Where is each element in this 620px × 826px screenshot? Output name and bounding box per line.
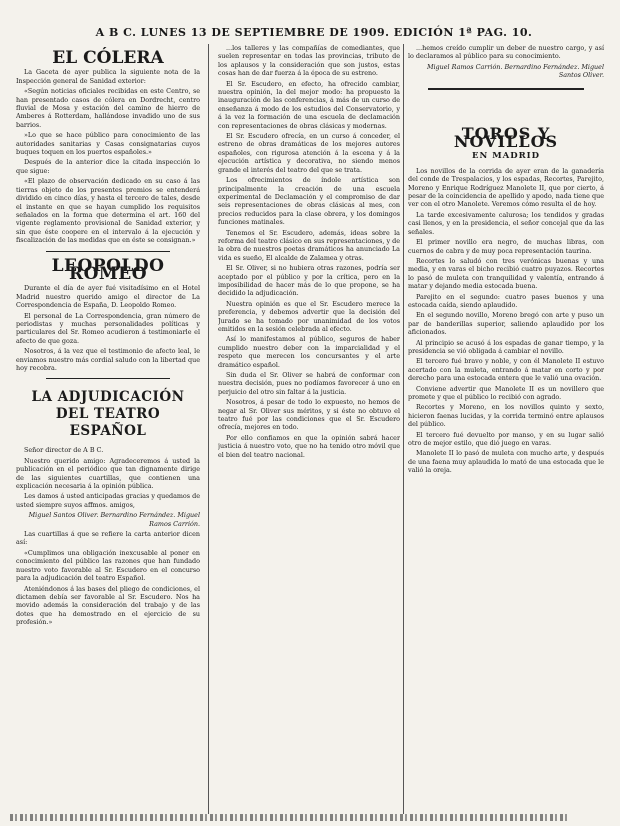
article-paragraph: Por ello confiamos en que la opinión sabrá hacer justicia á nuestro voto, que no ha tenido otro móvil que el bien del teatro nacional. <box>218 433 400 459</box>
article-paragraph: Parejito en el segundo: cuatro pases buenos y una estocada caída, siendo aplaudido. <box>408 292 604 309</box>
section-rule <box>46 378 170 379</box>
article-paragraph: Nuestro querido amigo: Agradeceremos á usted la publicación en el periódico que tan dignamente dirige de las siguientes cuartillas, que contienen una explicación necesaria á la opinión pública. <box>16 456 200 491</box>
column-3 <box>408 44 604 814</box>
page-header: A B C. LUNES 13 DE SEPTIEMBRE DE 1909. EDICIÓN 1ª PAG. 10. <box>95 26 533 39</box>
article-paragraph: Durante el día de ayer fué visitadísimo en el Hotel Madrid nuestro querido amigo el director de La Correspondencia de España, D. Leopoldo Romeo. <box>16 284 200 310</box>
headline-toros-y-novillos: TOROS Y NOVILLOS <box>453 123 559 152</box>
article-paragraph: Las cuartillas á que se refiere la carta anterior dicen así: <box>16 530 200 547</box>
article-paragraph: El Sr. Escudero ofrecía, en un curso á conceder, el estreno de obras dramáticas de los mejores autores españoles, con rigurosa atención á la escena y á la ejecución artística y decorativa, no siendo menos grande el interés del teatro del que se trata. <box>218 132 400 174</box>
subheadline-en-madrid: EN MADRID <box>472 151 540 162</box>
headline-adjudicacion: LA ADJUDICACIÓN DEL TEATRO ESPAÑOL <box>31 389 185 440</box>
article-paragraph: Los novillos de la corrida de ayer eran de la ganadería del conde de Trespalacios, y los espadas, Recortes, Parejito, Moreno y Enrique Rodríguez Manolete II, que por cierto, á pesar de la coincidencia de apellido y apodo, nada tiene que ver con el otro Manolete. Veremos cómo resulta el de hoy. <box>408 166 604 209</box>
signature: Miguel Ramos Carrión. Bernardino Fernández. Miguel Santos Oliver. <box>426 62 604 80</box>
article-paragraph: ...los talleres y las compañías de comediantes, que suelen representar en todas las provincias, tributo de los aplausos y la consideración que son justos, estas cosas han de dar fuerza á la época de su estreno. <box>218 44 400 78</box>
article-paragraph: Así lo manifestamos al público, seguros de haber cumplido nuestro deber con la imparcialidad y el respeto que merecen los concursantes y el arte dramático español. <box>218 335 400 369</box>
article-paragraph: Conviene advertir que Manolete II es un novillero que promete y que el público lo recibió con agrado. <box>408 384 604 401</box>
article-paragraph: Al principio se acusó á los espadas de ganar tiempo, y la presidencia se vió obligada á cambiar el novillo. <box>408 338 604 355</box>
article-paragraph: El tercero fué bravo y noble, y con él Manolete II estuvo acertado con la muleta, entrando á matar en corto y por derecho para una estocada entera que le valió una ovación. <box>408 357 604 383</box>
headline-leopoldo-romeo: LEOPOLDO ROMEO <box>51 255 165 284</box>
article-paragraph: Les damos á usted anticipadas gracias y quedamos de usted siempre suyos affmos. amigos, <box>16 492 200 509</box>
bottom-print-edge <box>10 814 570 821</box>
article-paragraph: La Gaceta de ayer publica la siguiente nota de la Inspección general de Sanidad exterior: <box>16 68 200 85</box>
article-paragraph: Después de la anterior dice la citada inspección lo que sigue: <box>16 158 200 175</box>
section-rule <box>46 251 170 252</box>
article-paragraph: »Lo que se hace público para conocimiento de las autoridades sanitarias y Casas consignatarias cuyos buques toquen en los puertos españoles.» <box>16 131 200 157</box>
article-paragraph: Ateniéndonos á las bases del pliego de condiciones, el dictamen debía ser favorable al Sr. Escudero. Nos ha movido además la consideración del trabajo y de las dotes que ha demostrado en el ejercicio de su profesión.» <box>16 584 200 627</box>
article-paragraph: ...hemos creído cumplir un deber de nuestro cargo, y así lo declaramos al público para su conocimiento. <box>408 44 604 61</box>
article-paragraph: Recortes y Moreno, en los novillos quinto y sexto, hicieron faenas lucidas, y la corrida terminó entre aplausos del público. <box>408 403 604 429</box>
article-paragraph: Nosotros, á la vez que el testimonio de afecto leal, le enviamos nuestro más cordial saludo con la libertad que hoy recobra. <box>16 347 200 372</box>
article-paragraph: El tercero fué devuelto por manso, y en su lugar salió otro de mejor estilo, que dió juego en varas. <box>408 430 604 448</box>
column-1 <box>16 44 200 814</box>
article-paragraph: Nuestra opinión es que el Sr. Escudero merece la preferencia, y debemos advertir que la decisión del Jurado se ha tomado por unanimidad de los votos emitidos en la sesión celebrada al efecto. <box>218 299 400 333</box>
article-paragraph: Tenemos el Sr. Escudero, además, ideas sobre la reforma del teatro clásico en sus representaciones, y de la obra de nuestros poetas dramáticos ha anunciado La vida es sueño, El alcalde de Zalamea y otras. <box>218 228 400 262</box>
signature: Miguel Santos Oliver. Bernardino Fernández. Miguel Ramos Carrión. <box>28 511 200 528</box>
column-divider <box>208 44 209 814</box>
article-paragraph: El Sr. Oliver, si no hubiera otras razones, podría ser aceptado por el público y por la crítica, pero en la imposibilidad de hacer más de lo que propone, se ha decidido la adjudicación. <box>218 264 400 298</box>
article-paragraph: Manolete II lo pasó de muleta con mucho arte, y después de una faena muy aplaudida lo mató de una estocada que le valió la oreja. <box>408 449 604 475</box>
article-paragraph: El primer novillo era negro, de muchas libras, con cuernos de cabra y de muy poca representación taurina. <box>408 238 604 255</box>
article-paragraph: «El plazo de observación dedicado en su caso á las tierras objeto de los presentes premios se entenderá dividido en cinco días, y hasta el tercero de tales, desde el instante en que se hayan cumplido los requisitos señalados en la forma que determina el art. 160 del vigente reglamento provisional de Sanidad exterior, y sin que éste coopere en el intervalo á la ejecución y fiscalización de las medidas que en éste se consignan.» <box>16 177 200 245</box>
article-paragraph: Los ofrecimientos de índole artística son principalmente la creación de una escuela experimental de Declamación y el compromiso de dar seis representaciones de obras clásicas al mes, con precios reducidos para la clase obrera, y los domingos funciones matinales. <box>218 176 400 227</box>
article-paragraph: Sin duda el Sr. Oliver se habrá de conformar con nuestra decisión, pues no podíamos favorecer á uno en perjuicio del otro sin faltar á la justicia. <box>218 371 400 396</box>
article-paragraph: El Sr. Escudero, en efecto, ha ofrecido cambiar, nuestra opinión, la del mejor modo: ha propuesto la inauguración de las conferencias, á más de un curso de enseñanza á modo de los estudios del Conservatorio, y á la vez la formación de una escuela de declamación con representaciones de obras clásicas y modernas. <box>218 79 400 130</box>
column-divider <box>403 44 404 814</box>
column-2 <box>218 44 400 814</box>
section-rule <box>428 88 584 90</box>
article-paragraph: Señor director de A B C. <box>24 446 104 455</box>
article-paragraph: «Cumplimos una obligación inexcusable al poner en conocimiento del público las razones que han fundado nuestro voto favorable al Sr. Escudero en el concurso para la adjudicación del teatro Español. <box>16 548 200 583</box>
headline-colera: EL CÓLERA <box>52 48 164 68</box>
article-paragraph: Nosotros, á pesar de todo lo expuesto, no hemos de negar al Sr. Oliver sus méritos, y si éste no obtuvo el teatro fué por las condiciones que el Sr. Escudero ofrecía, mejores en todo. <box>218 398 400 432</box>
article-paragraph: «Según noticias oficiales recibidas en este Centro, se han presentado casos de cólera en Dordrecht, centro fluvial de Mosa y estación del camino de hierro de Amberes á Rotterdam, hallándose invadido uno de sus barrios. <box>16 87 200 129</box>
article-paragraph: El personal de La Correspondencia, gran número de periodistas y muchas personalidades políticas y particulares del Sr. Romeo acudieron á testimoniarle el afecto de que goza. <box>16 311 200 345</box>
article-paragraph: Recortes lo saludó con tres verónicas buenas y una media, y en varas el bicho recibió cuatro puyazos. Recortes lo pasó de muleta con tranquilidad y valentía, entrando á matar y dejando media estocada buena. <box>408 256 604 291</box>
article-paragraph: La tarde excesivamente calurosa; los tendidos y gradas casi llenos, y en la presidencia, el señor concejal que da las señales. <box>408 210 604 236</box>
article-paragraph: En el segundo novillo, Moreno bregó con arte y puso un par de banderillas superior, saliendo aplaudido por los aficionados. <box>408 311 604 337</box>
